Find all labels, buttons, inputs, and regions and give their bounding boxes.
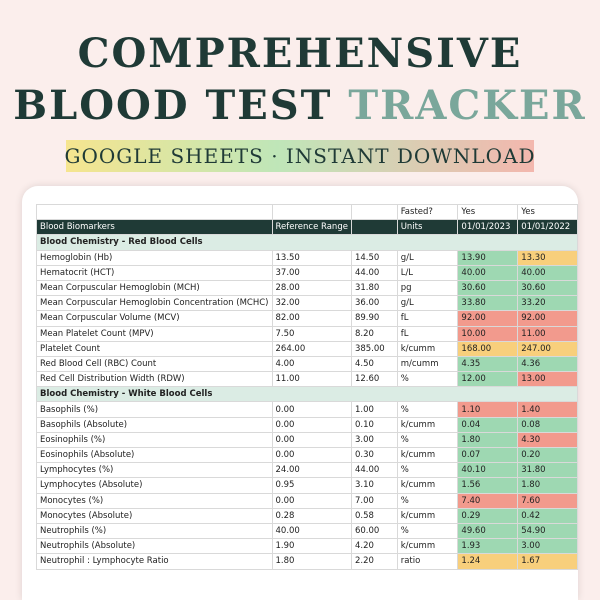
banner-text: GOOGLE SHEETS · INSTANT DOWNLOAD xyxy=(64,144,536,168)
table-cell[interactable]: 4.30 xyxy=(518,432,578,447)
table-cell[interactable]: 12.60 xyxy=(351,372,397,387)
table-cell[interactable]: % xyxy=(397,432,458,447)
table-cell[interactable]: 24.00 xyxy=(272,463,351,478)
table-cell[interactable]: Eosinophils (Absolute) xyxy=(37,448,273,463)
table-cell[interactable]: 1.80 xyxy=(272,554,351,569)
table-cell[interactable]: 3.00 xyxy=(351,432,397,447)
table-cell[interactable]: 0.07 xyxy=(458,448,518,463)
table-cell[interactable]: % xyxy=(397,402,458,417)
table-cell[interactable]: Neutrophils (%) xyxy=(37,523,273,538)
table-row xyxy=(37,493,578,508)
table-cell[interactable]: 0.58 xyxy=(351,508,397,523)
table-cell[interactable]: 40.00 xyxy=(518,265,578,280)
table-cell[interactable]: 01/01/2022 xyxy=(518,220,578,235)
table-row xyxy=(37,432,578,447)
table-cell[interactable]: 0.28 xyxy=(272,508,351,523)
table-cell[interactable]: g/L xyxy=(397,296,458,311)
table-cell[interactable]: Red Blood Cell (RBC) Count xyxy=(37,356,273,371)
table-cell[interactable]: 1.90 xyxy=(272,539,351,554)
table-cell[interactable]: 92.00 xyxy=(518,311,578,326)
table-cell[interactable]: L/L xyxy=(397,265,458,280)
table-cell[interactable]: 0.20 xyxy=(518,448,578,463)
table-cell[interactable]: Monocytes (%) xyxy=(37,493,273,508)
table-row xyxy=(37,523,578,538)
table-cell[interactable]: 3.10 xyxy=(351,478,397,493)
table-cell[interactable]: 0.30 xyxy=(351,448,397,463)
table-cell[interactable]: 89.90 xyxy=(351,311,397,326)
table-row xyxy=(37,448,578,463)
table-cell[interactable]: 1.24 xyxy=(458,554,518,569)
table-row xyxy=(37,250,578,265)
section-heading[interactable]: Blood Chemistry - White Blood Cells xyxy=(37,387,578,402)
table-cell[interactable]: 44.00 xyxy=(351,265,397,280)
section-row xyxy=(37,235,578,250)
table-cell[interactable]: Mean Corpuscular Hemoglobin (MCH) xyxy=(37,280,273,295)
table-row xyxy=(37,417,578,432)
table-cell[interactable]: 11.00 xyxy=(272,372,351,387)
table-cell[interactable]: Hemoglobin (Hb) xyxy=(37,250,273,265)
table-cell[interactable]: Reference Range xyxy=(272,220,351,235)
table-cell[interactable]: 385.00 xyxy=(351,341,397,356)
table-cell[interactable]: 4.36 xyxy=(518,356,578,371)
table-cell[interactable]: ratio xyxy=(397,554,458,569)
section-heading[interactable]: Blood Chemistry - Red Blood Cells xyxy=(37,235,578,250)
table-row xyxy=(37,280,578,295)
promo-banner xyxy=(66,140,534,172)
spreadsheet-preview xyxy=(22,186,578,600)
table-cell[interactable]: Yes xyxy=(518,205,578,220)
table-cell[interactable]: k/cumm xyxy=(397,539,458,554)
table-cell[interactable]: 7.00 xyxy=(351,493,397,508)
table-row xyxy=(37,508,578,523)
table-cell[interactable]: 168.00 xyxy=(458,341,518,356)
table-cell[interactable]: 247.00 xyxy=(518,341,578,356)
section-row xyxy=(37,387,578,402)
table-cell[interactable]: 1.67 xyxy=(518,554,578,569)
table-cell[interactable]: k/cumm xyxy=(397,417,458,432)
table-cell[interactable]: 0.10 xyxy=(351,417,397,432)
table-cell[interactable]: 1.10 xyxy=(458,402,518,417)
table-cell[interactable]: % xyxy=(397,372,458,387)
table-cell[interactable]: k/cumm xyxy=(397,508,458,523)
table-cell[interactable]: 33.80 xyxy=(458,296,518,311)
table-cell[interactable]: Basophils (Absolute) xyxy=(37,417,273,432)
table-cell[interactable]: 4.20 xyxy=(351,539,397,554)
table-cell[interactable]: % xyxy=(397,493,458,508)
table-row xyxy=(37,402,578,417)
table-row xyxy=(37,326,578,341)
table-cell[interactable]: Monocytes (Absolute) xyxy=(37,508,273,523)
table-cell[interactable]: fL xyxy=(397,311,458,326)
table-cell[interactable]: 4.35 xyxy=(458,356,518,371)
table-cell[interactable]: 0.42 xyxy=(518,508,578,523)
table-cell[interactable]: 4.00 xyxy=(272,356,351,371)
table-cell[interactable]: Lymphocytes (Absolute) xyxy=(37,478,273,493)
page-title-line2 xyxy=(0,82,600,129)
table-cell[interactable]: k/cumm xyxy=(397,341,458,356)
table-cell[interactable]: 31.80 xyxy=(518,463,578,478)
table-row xyxy=(37,311,578,326)
fasted-row xyxy=(37,205,578,220)
table-cell[interactable]: 40.00 xyxy=(458,265,518,280)
table-cell[interactable]: 40.10 xyxy=(458,463,518,478)
table-cell[interactable]: Basophils (%) xyxy=(37,402,273,417)
table-cell[interactable]: 264.00 xyxy=(272,341,351,356)
table-cell[interactable]: 01/01/2023 xyxy=(458,220,518,235)
table-cell[interactable]: Yes xyxy=(458,205,518,220)
table-row xyxy=(37,539,578,554)
table-cell[interactable]: 36.00 xyxy=(351,296,397,311)
blood-test-table xyxy=(36,204,578,570)
header-row xyxy=(37,220,578,235)
table-cell[interactable] xyxy=(37,205,273,220)
table-cell[interactable]: fL xyxy=(397,326,458,341)
table-cell[interactable]: 1.56 xyxy=(458,478,518,493)
table-cell[interactable]: % xyxy=(397,523,458,538)
page-title-line1: COMPREHENSIVE xyxy=(77,30,523,77)
table-cell[interactable]: 2.20 xyxy=(351,554,397,569)
table-cell[interactable]: 0.29 xyxy=(458,508,518,523)
table-row xyxy=(37,265,578,280)
table-cell[interactable]: pg xyxy=(397,280,458,295)
table-cell[interactable]: 44.00 xyxy=(351,463,397,478)
table-cell[interactable]: 4.50 xyxy=(351,356,397,371)
table-cell[interactable]: 13.90 xyxy=(458,250,518,265)
title-blood-test: BLOOD TEST xyxy=(13,82,333,129)
table-cell[interactable] xyxy=(272,205,351,220)
table-cell[interactable]: 0.04 xyxy=(458,417,518,432)
table-cell[interactable]: Platelet Count xyxy=(37,341,273,356)
table-cell[interactable] xyxy=(351,205,397,220)
table-cell[interactable]: 1.80 xyxy=(518,478,578,493)
table-cell[interactable]: 0.00 xyxy=(272,448,351,463)
table-cell[interactable]: 28.00 xyxy=(272,280,351,295)
table-cell[interactable]: Red Cell Distribution Width (RDW) xyxy=(37,372,273,387)
table-cell[interactable]: Mean Platelet Count (MPV) xyxy=(37,326,273,341)
table-cell[interactable]: 32.00 xyxy=(272,296,351,311)
table-cell[interactable]: 30.60 xyxy=(518,280,578,295)
table-cell[interactable]: 8.20 xyxy=(351,326,397,341)
table-cell[interactable]: Units xyxy=(397,220,458,235)
table-row xyxy=(37,341,578,356)
table-row xyxy=(37,296,578,311)
table-cell[interactable]: 0.08 xyxy=(518,417,578,432)
table-row xyxy=(37,356,578,371)
table-cell[interactable]: 12.00 xyxy=(458,372,518,387)
table-cell[interactable]: 11.00 xyxy=(518,326,578,341)
table-cell[interactable]: 33.20 xyxy=(518,296,578,311)
table-cell[interactable]: 3.00 xyxy=(518,539,578,554)
table-cell[interactable]: 49.60 xyxy=(458,523,518,538)
table-cell[interactable]: m/cumm xyxy=(397,356,458,371)
table-cell[interactable]: 40.00 xyxy=(272,523,351,538)
table-cell[interactable]: 13.00 xyxy=(518,372,578,387)
table-cell[interactable]: 60.00 xyxy=(351,523,397,538)
table-cell[interactable]: 0.00 xyxy=(272,402,351,417)
table-cell[interactable]: 54.90 xyxy=(518,523,578,538)
table-cell[interactable]: Eosinophils (%) xyxy=(37,432,273,447)
table-cell[interactable]: 1.80 xyxy=(458,432,518,447)
table-cell[interactable]: Hematocrit (HCT) xyxy=(37,265,273,280)
table-cell[interactable]: 13.50 xyxy=(272,250,351,265)
table-cell[interactable]: Lymphocytes (%) xyxy=(37,463,273,478)
table-cell[interactable]: Mean Corpuscular Volume (MCV) xyxy=(37,311,273,326)
table-cell[interactable]: 92.00 xyxy=(458,311,518,326)
table-row xyxy=(37,478,578,493)
table-cell[interactable]: 0.95 xyxy=(272,478,351,493)
table-row xyxy=(37,372,578,387)
table-cell[interactable]: Neutrophil : Lymphocyte Ratio xyxy=(37,554,273,569)
table-cell[interactable]: 1.00 xyxy=(351,402,397,417)
table-cell[interactable]: 10.00 xyxy=(458,326,518,341)
table-cell[interactable]: 1.93 xyxy=(458,539,518,554)
table-cell[interactable]: 0.00 xyxy=(272,493,351,508)
table-cell[interactable]: 7.60 xyxy=(518,493,578,508)
table-cell[interactable]: Mean Corpuscular Hemoglobin Concentration (MCHC) xyxy=(37,296,273,311)
table-row xyxy=(37,463,578,478)
table-cell[interactable]: Fasted? xyxy=(397,205,458,220)
title-tracker: TRACKER xyxy=(348,82,587,129)
table-cell[interactable]: Blood Biomarkers xyxy=(37,220,273,235)
table-cell[interactable]: 0.00 xyxy=(272,432,351,447)
table-cell[interactable]: 1.40 xyxy=(518,402,578,417)
table-cell[interactable]: 13.30 xyxy=(518,250,578,265)
table-cell[interactable]: 14.50 xyxy=(351,250,397,265)
table-row xyxy=(37,554,578,569)
table-cell[interactable]: % xyxy=(397,463,458,478)
table-cell[interactable]: 30.60 xyxy=(458,280,518,295)
table-cell[interactable]: k/cumm xyxy=(397,478,458,493)
table-cell[interactable]: 31.80 xyxy=(351,280,397,295)
table-cell[interactable]: 7.40 xyxy=(458,493,518,508)
table-cell[interactable]: 0.00 xyxy=(272,417,351,432)
table-cell[interactable]: 7.50 xyxy=(272,326,351,341)
table-cell[interactable]: Neutrophils (Absolute) xyxy=(37,539,273,554)
table-cell[interactable]: k/cumm xyxy=(397,448,458,463)
table-cell[interactable]: g/L xyxy=(397,250,458,265)
table-cell[interactable]: 37.00 xyxy=(272,265,351,280)
table-cell[interactable] xyxy=(351,220,397,235)
table-cell[interactable]: 82.00 xyxy=(272,311,351,326)
